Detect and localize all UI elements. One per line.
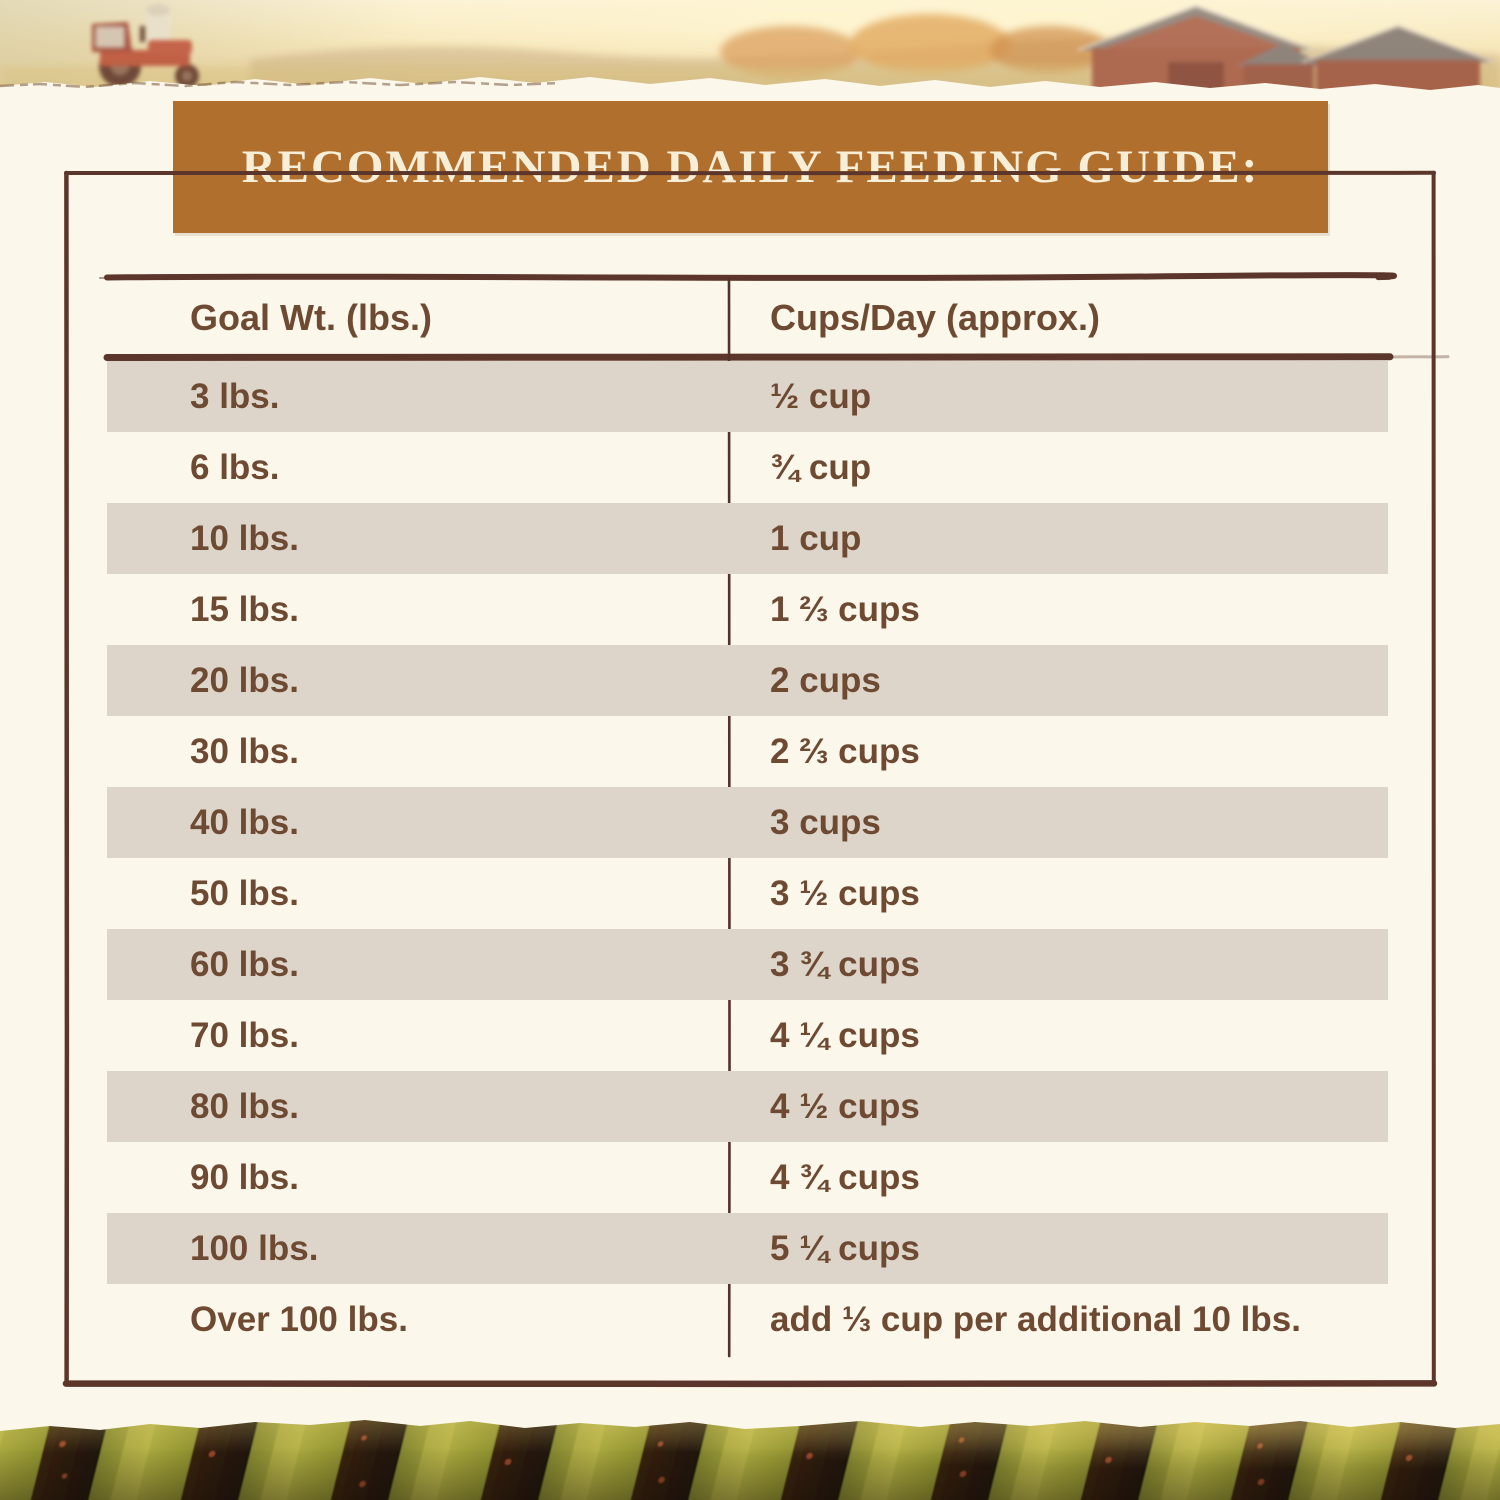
goal-weight-cell: 100 lbs.: [190, 1228, 319, 1268]
farm-landscape-image: [0, 0, 1500, 96]
column-header-goal-weight: Goal Wt. (lbs.): [190, 297, 432, 338]
goal-weight-cell: 90 lbs.: [190, 1157, 299, 1197]
silo-shape: [146, 4, 170, 44]
table-row: [107, 1142, 1388, 1213]
crop-rows-art: [0, 1414, 1500, 1500]
table-header-row: [107, 279, 1388, 357]
goal-weight-cell: 70 lbs.: [190, 1015, 299, 1055]
column-header-cups-per-day: Cups/Day (approx.): [770, 297, 1101, 338]
feeding-table-body: [107, 361, 1388, 1355]
goal-weight-cell: 10 lbs.: [190, 518, 299, 558]
crop-rows-image: [0, 1414, 1500, 1500]
cups-per-day-cell: 3 ½ cups: [770, 873, 920, 913]
feeding-guide-title: RECOMMENDED DAILY FEEDING GUIDE:: [241, 141, 1260, 193]
goal-weight-cell: 20 lbs.: [190, 660, 299, 700]
goal-weight-cell: 15 lbs.: [190, 589, 299, 629]
cups-per-day-cell: ¾ cup: [770, 447, 872, 487]
goal-weight-cell: 30 lbs.: [190, 731, 299, 771]
cups-per-day-cell: 1 ⅔ cups: [770, 589, 920, 629]
cups-per-day-cell: 2 ⅔ cups: [770, 731, 920, 771]
table-row: [107, 361, 1388, 432]
cups-per-day-cell: 4 ½ cups: [770, 1086, 920, 1126]
farm-landscape-art: [0, 0, 1500, 96]
table-row: [107, 716, 1388, 787]
goal-weight-cell: 60 lbs.: [190, 944, 299, 984]
table-row: [107, 787, 1388, 858]
table-row: [107, 1071, 1388, 1142]
table-row: [107, 1000, 1388, 1071]
goal-weight-cell: 6 lbs.: [190, 447, 280, 487]
cups-per-day-cell: add ⅓ cup per additional 10 lbs.: [770, 1299, 1301, 1339]
goal-weight-cell: 50 lbs.: [190, 873, 299, 913]
cups-per-day-cell: 2 cups: [770, 660, 881, 700]
goal-weight-cell: 3 lbs.: [190, 376, 280, 416]
table-row: [107, 503, 1388, 574]
cups-per-day-cell: 3 cups: [770, 802, 881, 842]
cups-per-day-cell: 1 cup: [770, 518, 862, 558]
cups-per-day-cell: 5 ¼ cups: [770, 1228, 920, 1268]
cups-per-day-cell: 4 ¼ cups: [770, 1015, 920, 1055]
table-row: [107, 432, 1388, 503]
goal-weight-cell: Over 100 lbs.: [190, 1299, 408, 1339]
table-row: [107, 1284, 1388, 1355]
table-row: [107, 929, 1388, 1000]
goal-weight-cell: 40 lbs.: [190, 802, 299, 842]
table-row: [107, 1213, 1388, 1284]
cups-per-day-cell: 3 ¾ cups: [770, 944, 920, 984]
table-row: [107, 645, 1388, 716]
feeding-guide-title-banner: [173, 101, 1328, 233]
table-row: [107, 574, 1388, 645]
goal-weight-cell: 80 lbs.: [190, 1086, 299, 1126]
cups-per-day-cell: 4 ¾ cups: [770, 1157, 920, 1197]
table-row: [107, 858, 1388, 929]
cups-per-day-cell: ½ cup: [770, 376, 872, 416]
